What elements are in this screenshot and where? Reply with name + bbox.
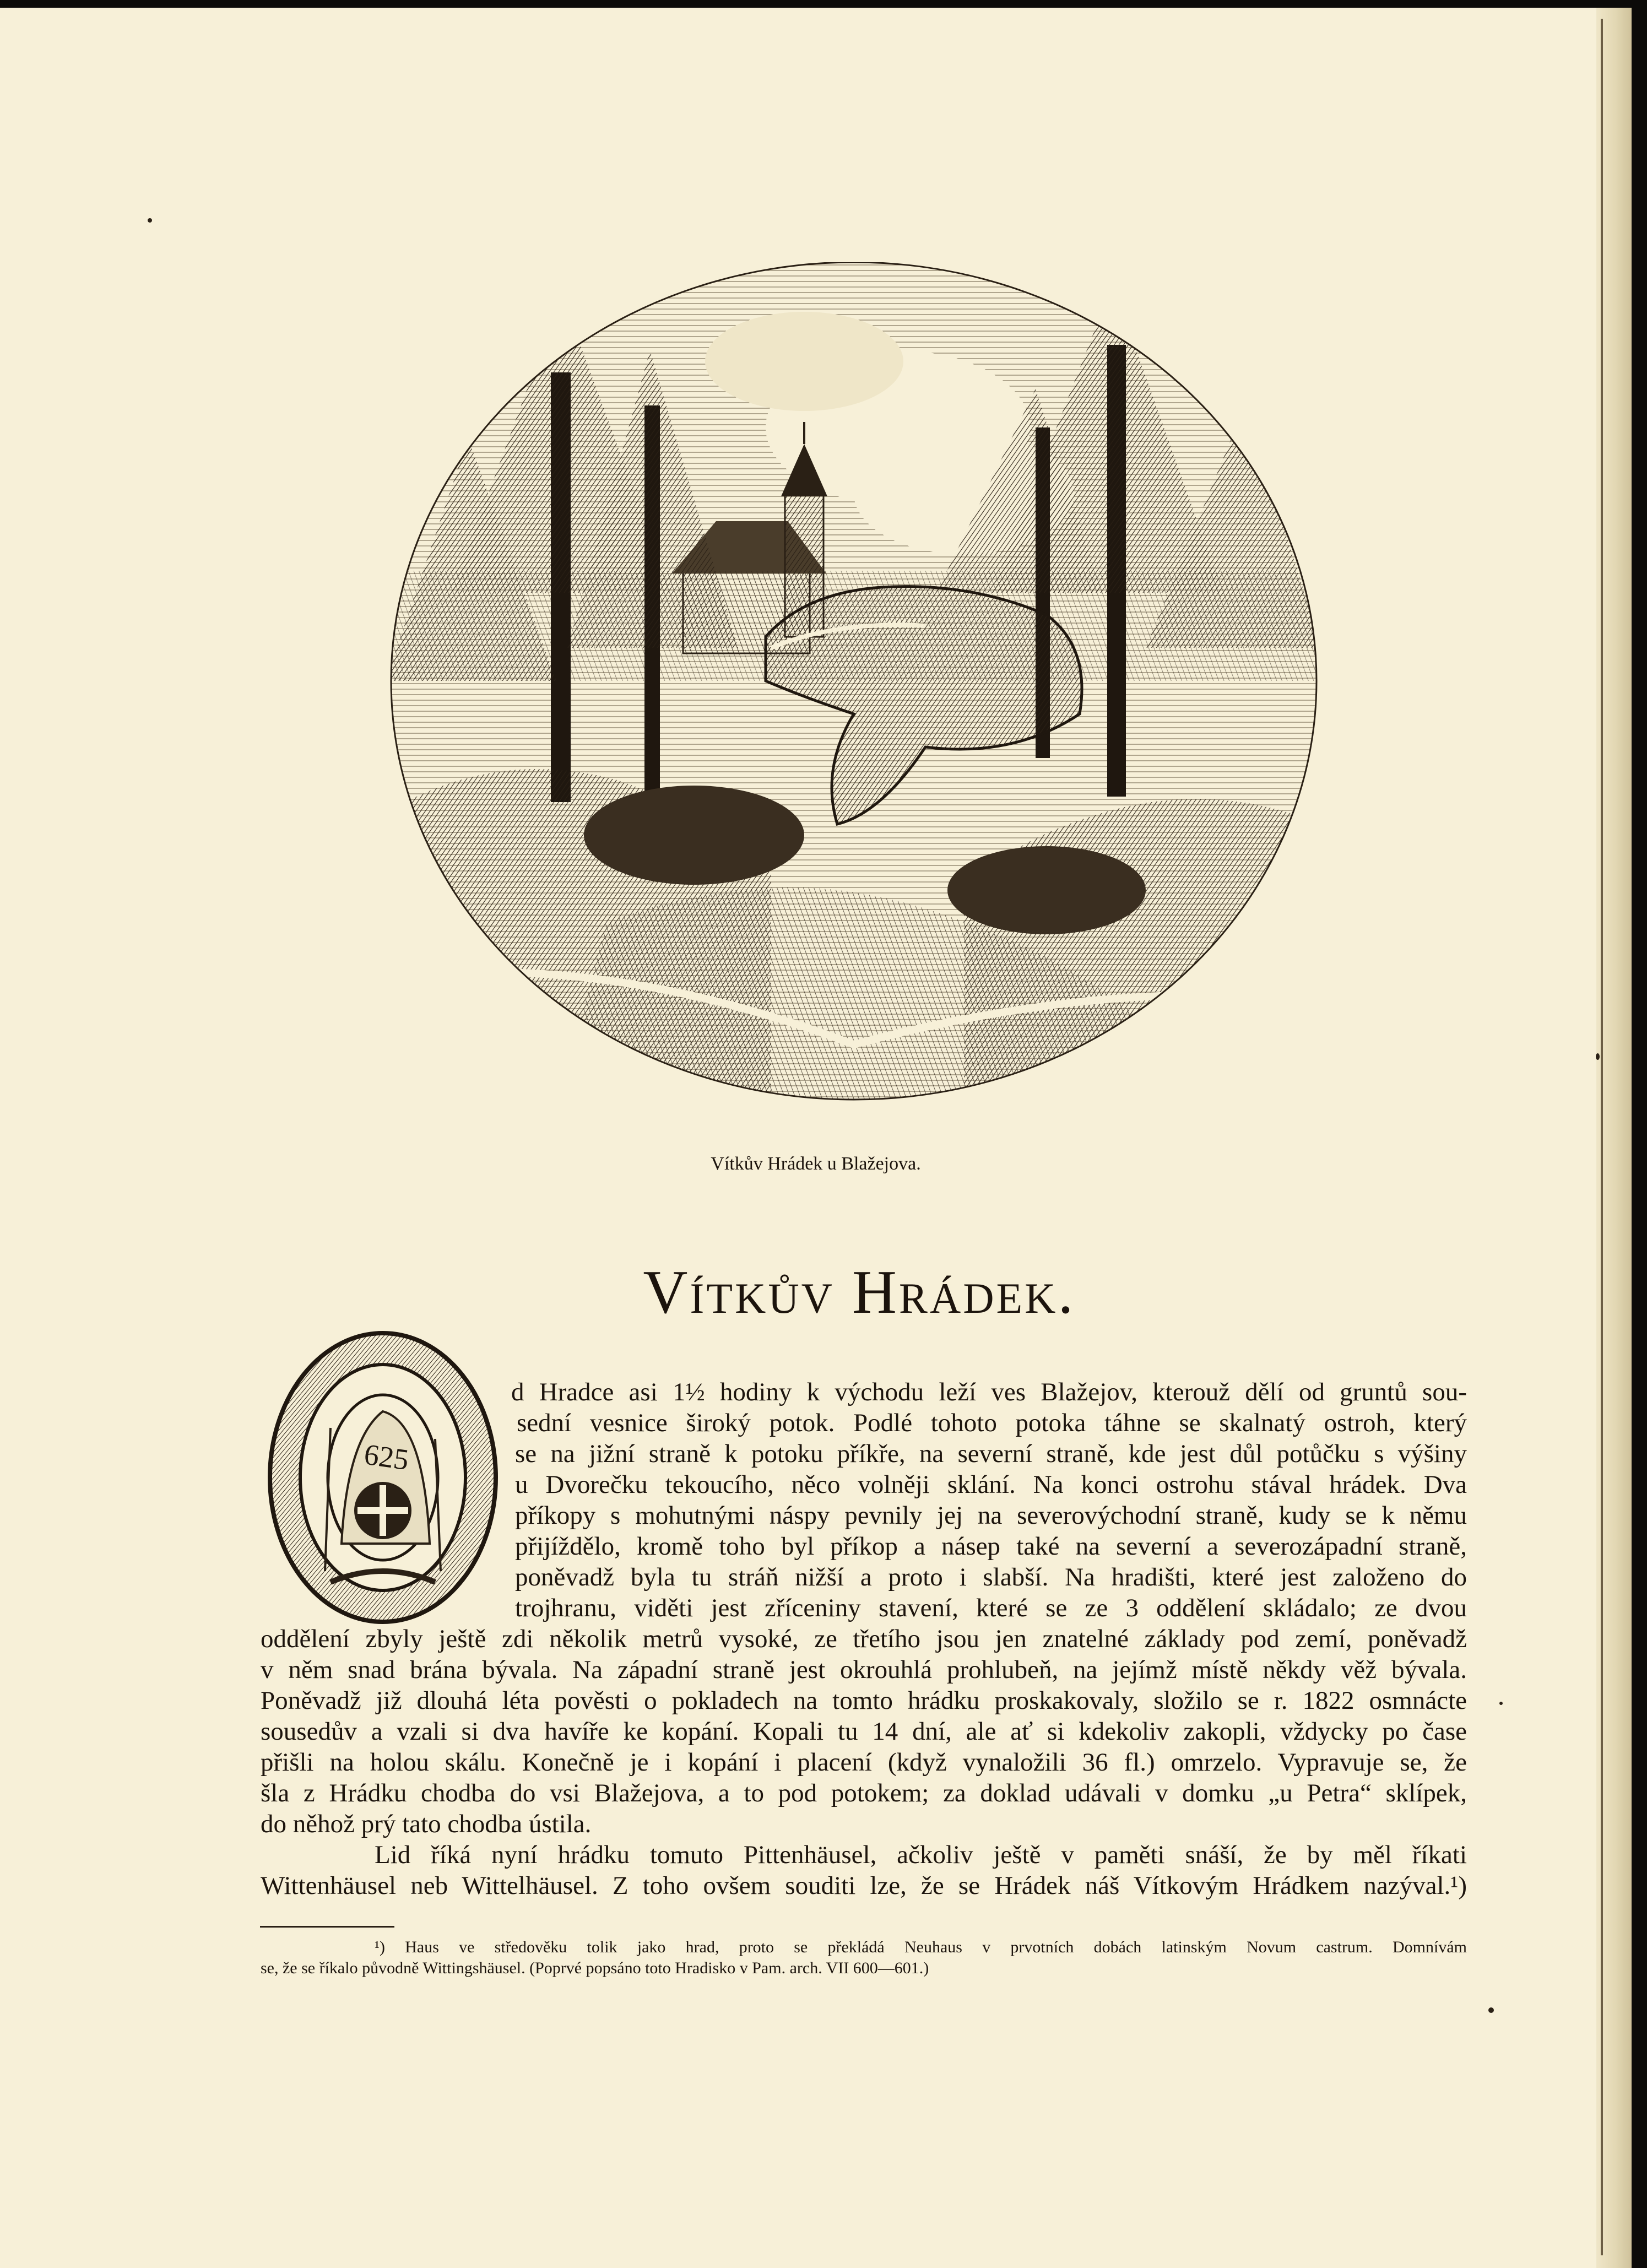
footnote-line: se, že se říkalo původně Wittingshäusel. (Poprvé popsáno toto Hradisko v Pam. arch. VII 600—601.)	[261, 1959, 929, 1977]
paper-speck	[148, 218, 152, 223]
body-line: Poněvadž již dlouhá léta pověsti o pokladech na tomto hrádku proskakovaly, složilo se r. 1822 osmnácte	[261, 1686, 1467, 1715]
body-line: poněvadž byla tu stráň nižší a proto i slabší. Na hradišti, které jest založeno do	[515, 1563, 1467, 1592]
body-line: přišli na holou skálu. Konečně je i kopání i placení (když vynaložili 36 fl.) omrzelo. Vypravuje se, že	[261, 1748, 1467, 1777]
engraving-illustration	[386, 262, 1322, 1133]
ornamental-initial-o-icon	[264, 1329, 501, 1626]
body-line: sousedův a vzali si dva havíře ke kopání. Kopali tu 14 dní, ale ať si kdekoliv zakopli, vždycky po čase	[261, 1717, 1467, 1746]
svg-text:625: 625	[362, 1437, 411, 1477]
body-line: příkopy s mohutnými náspy pevnily jej na severovýchodní straně, kudy se k němu	[515, 1501, 1467, 1530]
body-line: šla z Hrádku chodba do vsi Blažejova, a to pod potokem; za doklad udávali v domku „u Petra“ sklípek,	[261, 1779, 1467, 1807]
body-line: sední vesnice široký potok. Podlé tohoto potoka táhne se skalnatý ostroh, který	[517, 1409, 1467, 1437]
footnote-line: ¹) Haus ve středověku tolik jako hrad, proto se překládá Neuhaus v prvotních dobách latinským Novum castrum. Domnívám	[375, 1938, 1467, 1956]
article-title: Vítkův Hrádek.	[643, 1258, 1076, 1327]
spine-line	[1601, 19, 1603, 2255]
body-line: Lid říká nyní hrádku tomuto Pittenhäusel, ačkoliv ještě v paměti snáší, že by měl říkati	[375, 1841, 1467, 1869]
book-page	[0, 8, 1632, 2268]
paper-speck	[1499, 1702, 1503, 1705]
figure-caption: Vítkův Hrádek u Blažejova.	[711, 1154, 921, 1174]
body-line: oddělení zbyly ještě zdi několik metrů vysoké, ze třetího jsou jen znatelné základy pod zemí, poněvadž	[261, 1625, 1467, 1653]
body-line: v něm snad brána bývala. Na západní straně jest okrouhlá prohlubeň, na jejímž místě někdy věž bývala.	[261, 1655, 1467, 1684]
body-line: do něhož prý tato chodba ústila.	[261, 1810, 592, 1838]
body-line: se na jižní straně k potoku příkře, na severní straně, kde jest důl potůčku s výšiny	[515, 1439, 1467, 1468]
body-line: d Hradce asi 1½ hodiny k východu leží ves Blažejov, kterouž dělí od gruntů sou-	[511, 1378, 1467, 1406]
body-line: přijíždělo, kromě toho byl příkop a násep také na severní a severozápadní straně,	[515, 1532, 1467, 1561]
body-line: trojhranu, viděti jest zříceniny stavení, které se ze 3 oddělení skládalo; ze dvou	[515, 1594, 1467, 1622]
body-line: Wittenhäusel neb Wittelhäusel. Z toho ovšem souditi lze, že se Hrádek náš Vítkovým Hrádkem nazýval.¹)	[261, 1871, 1467, 1900]
body-line: u Dvorečku tekoucího, něco volněji sklání. Na konci ostrohu stával hrádek. Dva	[515, 1470, 1467, 1499]
footnote-rule	[260, 1926, 394, 1928]
paper-speck	[1596, 1053, 1600, 1060]
paper-speck	[1488, 2007, 1494, 2013]
